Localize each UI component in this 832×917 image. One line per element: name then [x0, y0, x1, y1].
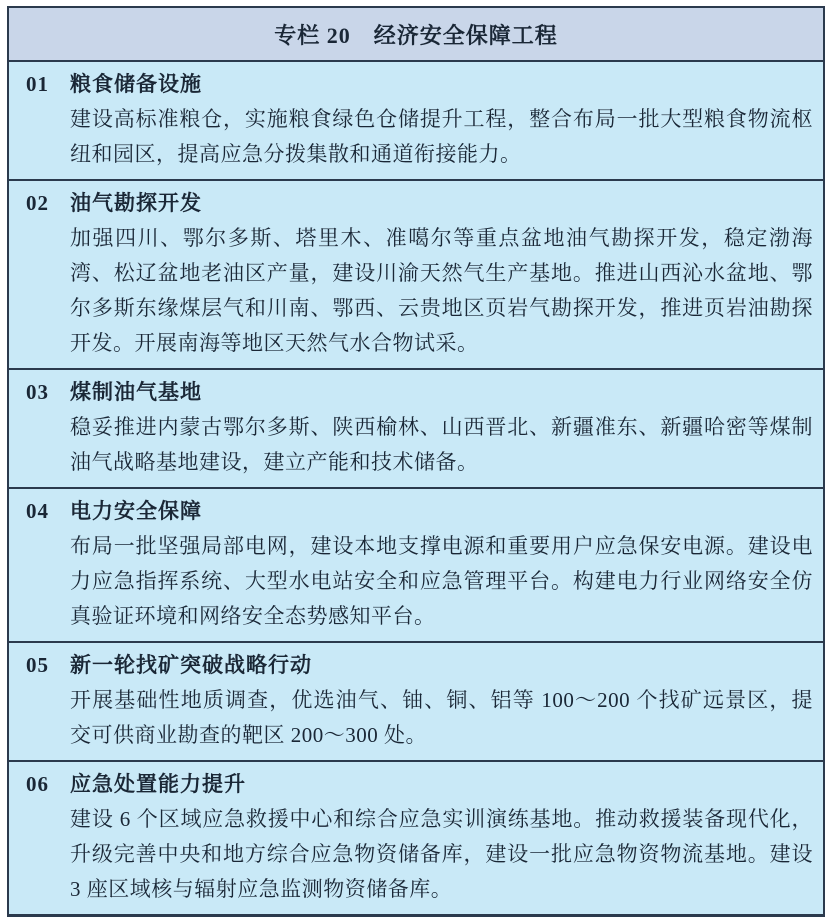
- section-number: 02: [26, 191, 49, 215]
- section-heading: [9, 494, 823, 529]
- section-body-text: 加强四川、鄂尔多斯、塔里木、准噶尔等重点盆地油气勘探开发，稳定渤海湾、松辽盆地老油区产量，建设川渝天然气生产基地。推进山西沁水盆地、鄂尔多斯东缘煤层气和川南、鄂西、云贵地区页岩气勘探开发，推进页岩油勘探开发。开展南海等地区天然气水合物试采。: [70, 226, 813, 355]
- section-body-text: 布局一批坚强局部电网，建设本地支撑电源和重要用户应急保安电源。建设电力应急指挥系统、大型水电站安全和应急管理平台。构建电力行业网络安全仿真验证环境和网络安全态势感知平台。: [70, 534, 813, 628]
- box-title: 专栏 20 经济安全保障工程: [9, 8, 823, 62]
- section-oil-gas-exploration: [9, 181, 823, 370]
- section-title: 粮食储备设施: [70, 72, 202, 96]
- section-heading: [9, 648, 823, 683]
- section-power-security: [9, 489, 823, 643]
- section-body-text: 稳妥推进内蒙古鄂尔多斯、陕西榆林、山西晋北、新疆准东、新疆哈密等煤制油气战略基地建设，建立产能和技术储备。: [70, 415, 813, 474]
- section-body-text: 建设高标准粮仓，实施粮食绿色仓储提升工程，整合布局一批大型粮食物流枢纽和园区，提高应急分拨集散和通道衔接能力。: [70, 107, 813, 166]
- section-mineral-exploration: [9, 643, 823, 762]
- section-heading: [9, 767, 823, 802]
- section-body-text: 建设 6 个区域应急救援中心和综合应急实训演练基地。推动救援装备现代化，升级完善中央和地方综合应急物资储备库，建设一批应急物资物流基地。建设 3 座区域核与辐射应急监测物资储备库。: [70, 807, 813, 901]
- section-emergency-response: [9, 762, 823, 914]
- section-coal-to-oil-gas-base: [9, 370, 823, 489]
- section-title: 应急处置能力提升: [70, 772, 246, 796]
- section-title: 电力安全保障: [70, 499, 202, 523]
- section-title: 油气勘探开发: [70, 191, 202, 215]
- section-grain-storage: [9, 62, 823, 181]
- section-number: 04: [26, 499, 49, 523]
- section-number: 01: [26, 72, 49, 96]
- section-heading: [9, 375, 823, 410]
- section-title: 新一轮找矿突破战略行动: [70, 653, 312, 677]
- section-title: 煤制油气基地: [70, 380, 202, 404]
- economic-security-projects-box: [7, 6, 825, 917]
- section-number: 05: [26, 653, 49, 677]
- section-heading: [9, 67, 823, 102]
- section-number: 06: [26, 772, 49, 796]
- section-body-text: 开展基础性地质调查，优选油气、铀、铜、铝等 100～200 个找矿远景区，提交可供商业勘查的靶区 200～300 处。: [70, 688, 813, 747]
- section-number: 03: [26, 380, 49, 404]
- section-heading: [9, 186, 823, 221]
